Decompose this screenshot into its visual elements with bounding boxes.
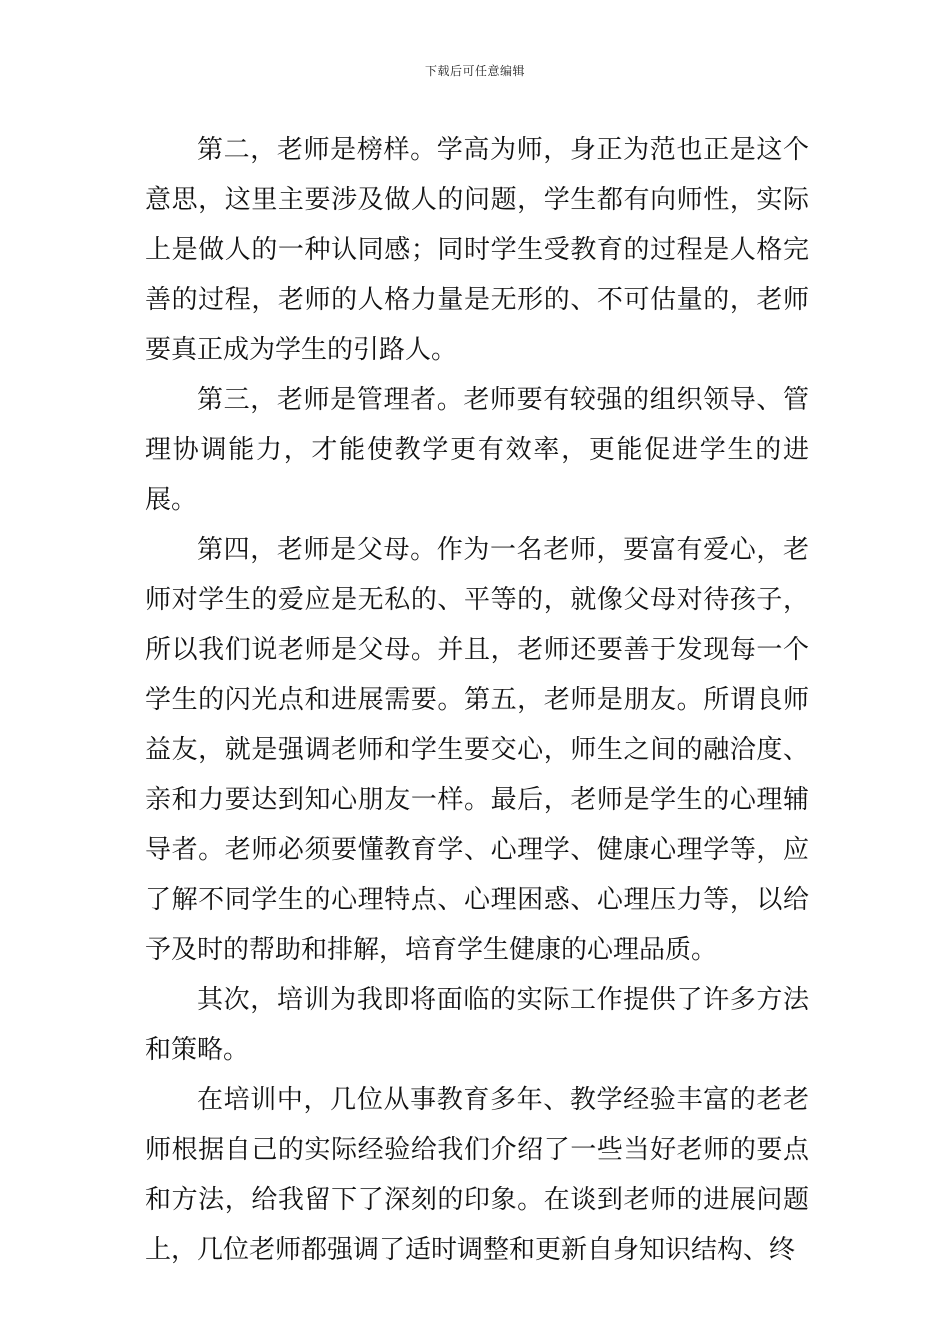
paragraph-teacher-parent-friend-counselor: 第四，老师是父母。作为一名老师，要富有爱心，老师对学生的爱应是无私的、平等的，就像父母对待孩子，所以我们说老师是父母。并且，老师还要善于发现每一个学生的闪光点和进展需要。第五，老师是朋友。所谓良师益友，就是强调老师和学生要交心，师生之间的融洽度、亲和力要达到知心朋友一样。最后，老师是学生的心理辅导者。老师必须要懂教育学、心理学、健康心理学等，应了解不同学生的心理特点、心理困惑、心理压力等，以给予及时的帮助和排解，培育学生健康的心理品质。: [145, 535, 809, 965]
page-header: 下载后可任意编辑: [424, 64, 525, 78]
paragraph-training-methods: 其次，培训为我即将面临的实际工作提供了许多方法和策略。: [145, 985, 809, 1065]
paragraph-teacher-manager: 第三，老师是管理者。老师要有较强的组织领导、管理协调能力，才能使教学更有效率，更能促进学生的进展。: [145, 385, 809, 515]
document-body: [145, 125, 809, 1275]
paragraph-training-experience: 在培训中，几位从事教育多年、教学经验丰富的老老师根据自己的实际经验给我们介绍了一些当好老师的要点和方法，给我留下了深刻的印象。在谈到老师的进展问题上，几位老师都强调了适时调整和更新自身知识结构、终: [145, 1085, 809, 1265]
paragraph-teacher-role-model: 第二，老师是榜样。学高为师，身正为范也正是这个意思，这里主要涉及做人的问题，学生都有向师性，实际上是做人的一种认同感；同时学生受教育的过程是人格完善的过程，老师的人格力量是无形的、不可估量的，老师要真正成为学生的引路人。: [145, 135, 809, 365]
